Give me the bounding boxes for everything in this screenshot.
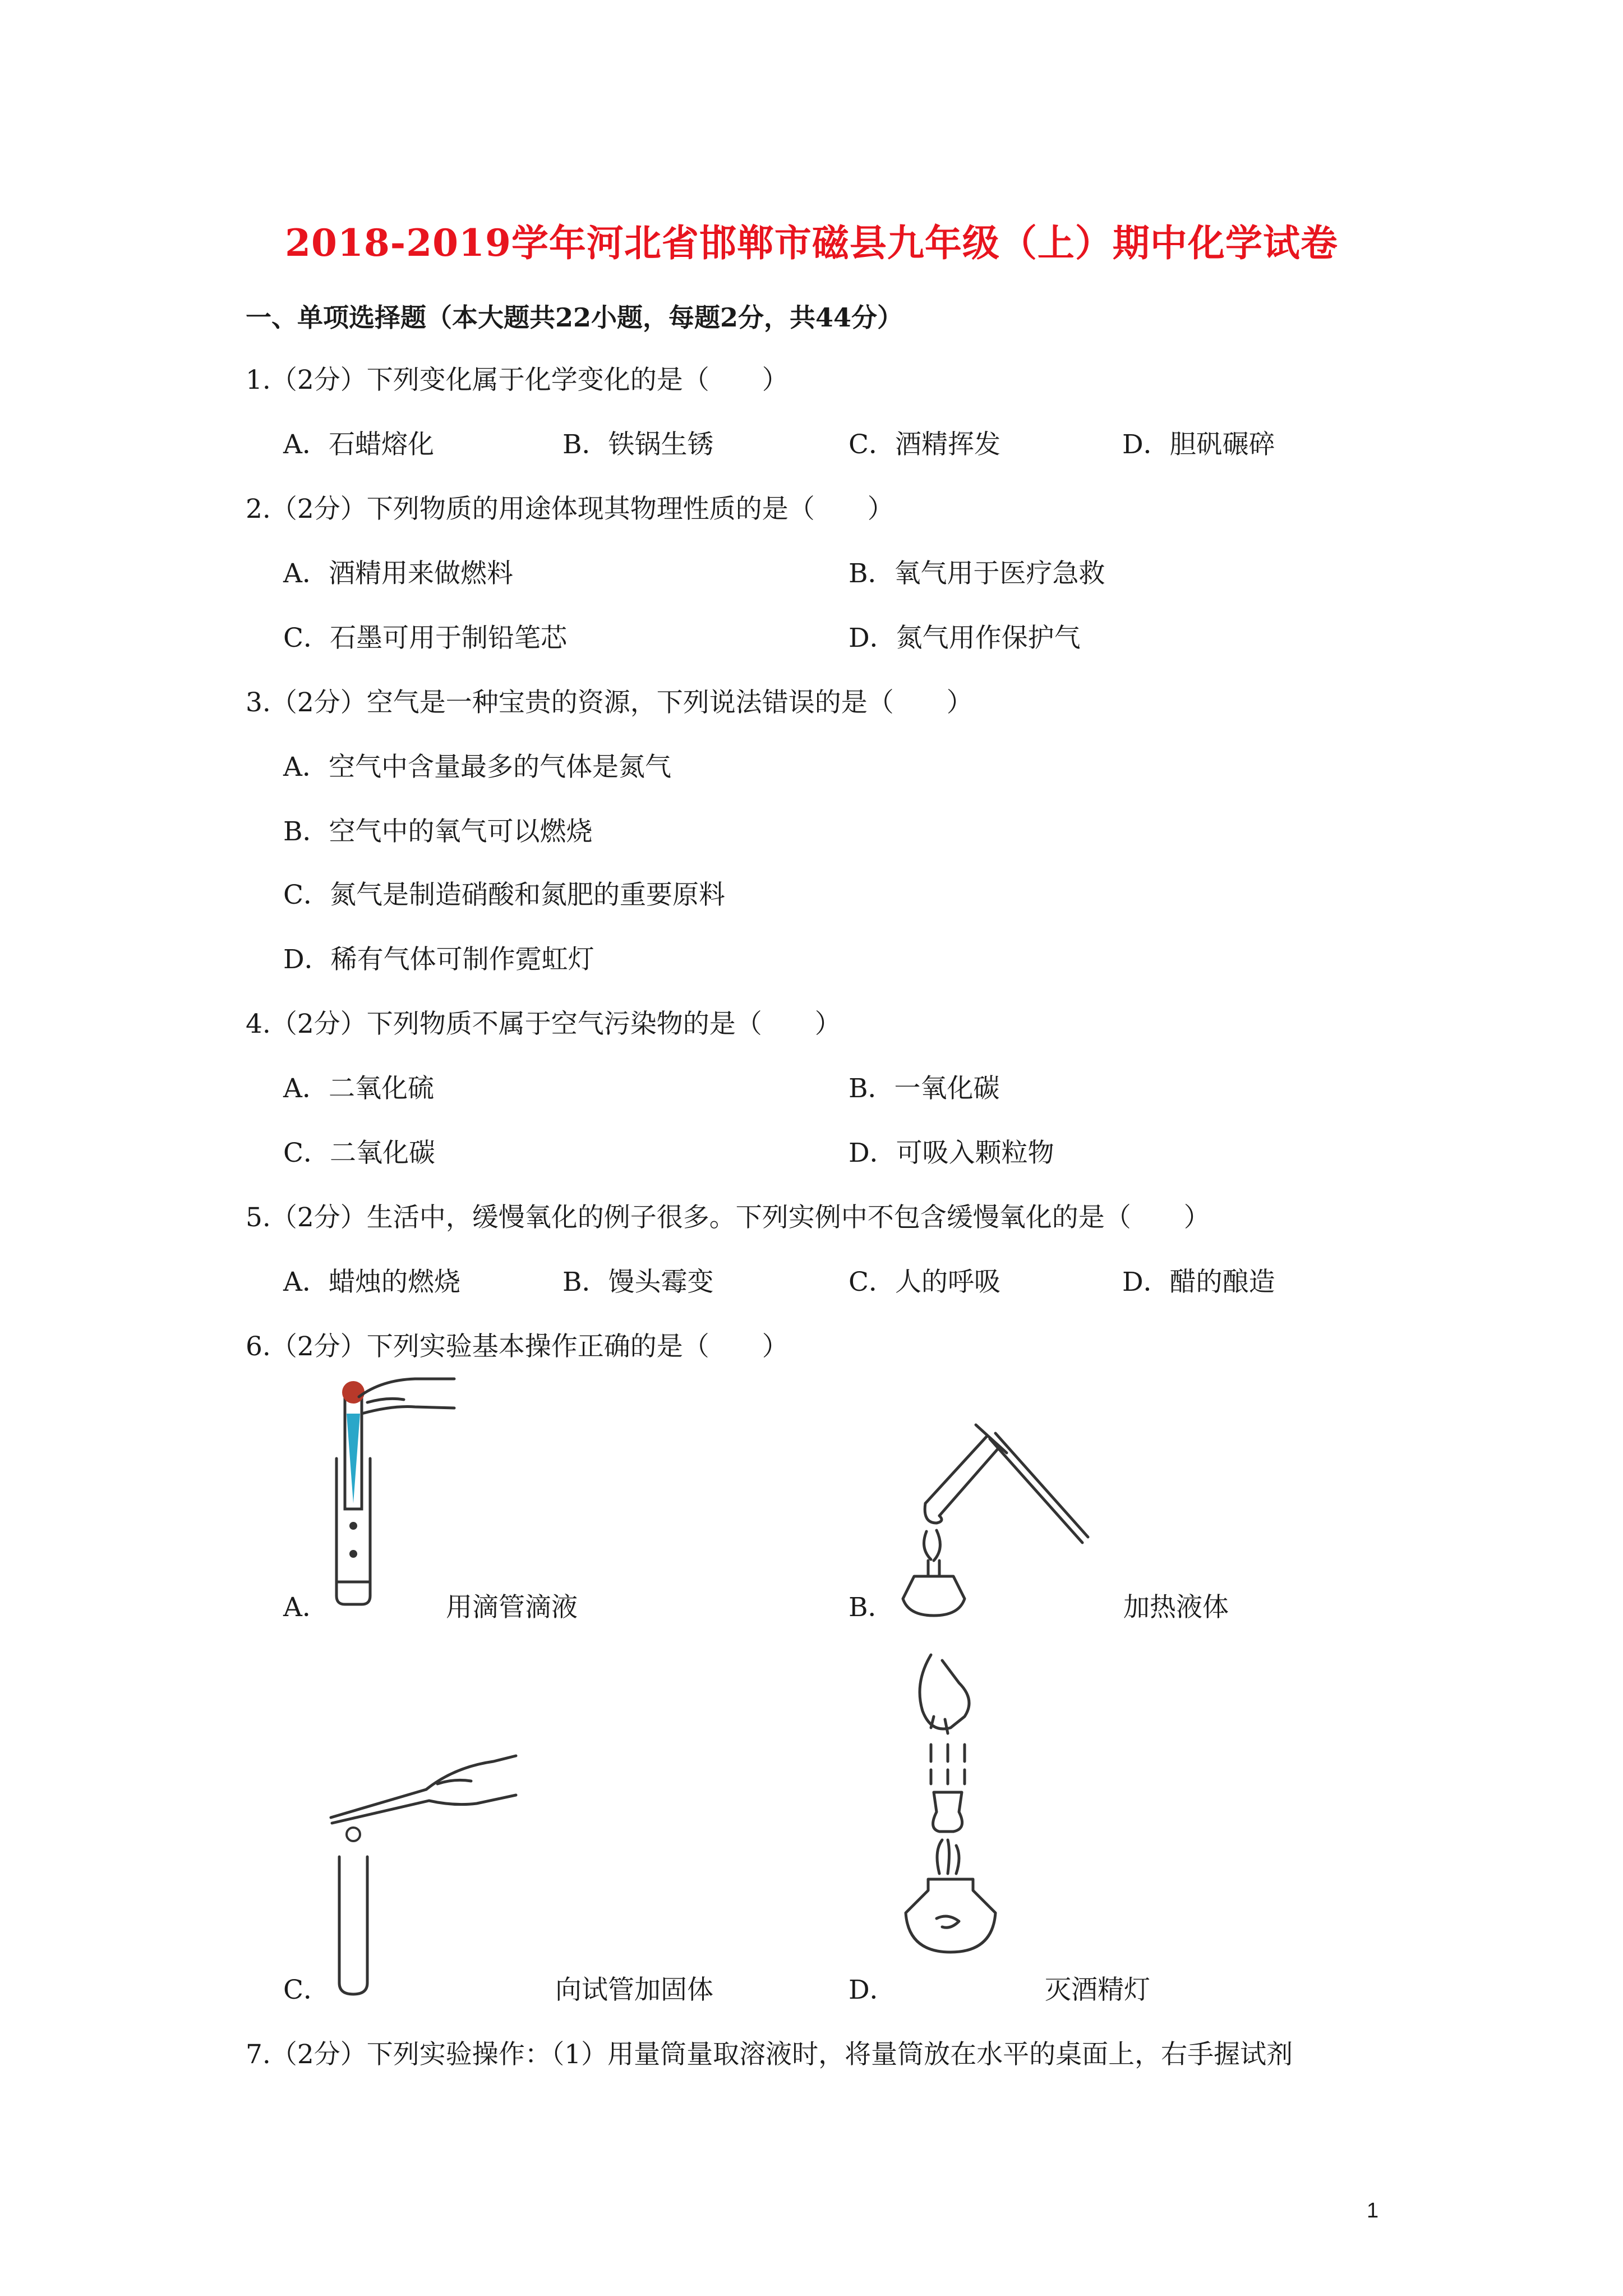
q4-option-d[interactable]: D．可吸入颗粒物 xyxy=(849,1138,1054,1168)
q5-option-d[interactable]: D．醋的酿造 xyxy=(1122,1267,1275,1297)
question-3-stem: 3.（2分）空气是一种宝贵的资源，下列说法错误的是（ ） xyxy=(246,687,973,718)
q6-option-d-caption: 灭酒精灯 xyxy=(1045,1975,1150,2005)
q1-option-b[interactable]: B．铁锅生锈 xyxy=(562,429,714,460)
q1-option-a[interactable]: A．石蜡熔化 xyxy=(283,429,434,460)
question-1-stem: 1.（2分）下列变化属于化学变化的是（ ） xyxy=(246,365,789,395)
adding-solid-figure xyxy=(325,1750,527,1997)
q2-option-c[interactable]: C．石墨可用于制铅笔芯 xyxy=(283,623,567,654)
question-4-stem: 4.（2分）下列物质不属于空气污染物的是（ ） xyxy=(246,1009,841,1039)
q1-option-d[interactable]: D．胆矾碾碎 xyxy=(1122,429,1275,460)
page-title: 2018-2019学年河北省邯郸市磁县九年级（上）期中化学试卷 xyxy=(285,221,1338,265)
q5-option-a[interactable]: A．蜡烛的燃烧 xyxy=(283,1267,460,1297)
q2-option-d[interactable]: D．氮气用作保护气 xyxy=(849,623,1081,654)
q4-option-a[interactable]: A．二氧化硫 xyxy=(283,1073,434,1104)
q5-option-b[interactable]: B．馒头霉变 xyxy=(562,1267,714,1297)
page-number: 1 xyxy=(1367,2199,1379,2223)
q3-option-b[interactable]: B．空气中的氧气可以燃烧 xyxy=(283,816,593,847)
q6-option-c-letter[interactable]: C． xyxy=(283,1975,330,2005)
q4-option-b[interactable]: B．一氧化碳 xyxy=(849,1073,1000,1104)
q6-option-b-caption: 加热液体 xyxy=(1123,1592,1229,1623)
q2-option-a[interactable]: A．酒精用来做燃料 xyxy=(283,558,513,589)
question-7-stem: 7.（2分）下列实验操作：（1）用量筒量取溶液时，将量筒放在水平的桌面上，右手握试剂 xyxy=(246,2039,1293,2070)
q1-option-c[interactable]: C．酒精挥发 xyxy=(849,429,1000,460)
q5-option-c[interactable]: C．人的呼吸 xyxy=(849,1267,1000,1297)
q3-option-c[interactable]: C．氮气是制造硝酸和氮肥的重要原料 xyxy=(283,880,725,910)
q6-option-a-caption: 用滴管滴液 xyxy=(446,1592,578,1623)
q6-option-a-letter[interactable]: A． xyxy=(283,1592,329,1623)
section-heading: 一、单项选择题（本大题共22小题，每题2分，共44分） xyxy=(246,302,903,333)
extinguish-lamp-figure xyxy=(897,1649,1009,1997)
q4-option-c[interactable]: C．二氧化碳 xyxy=(283,1138,435,1168)
question-6-stem: 6.（2分）下列实验基本操作正确的是（ ） xyxy=(246,1331,789,1362)
q3-option-a[interactable]: A．空气中含量最多的气体是氮气 xyxy=(283,752,671,783)
dropper-test-tube-figure xyxy=(314,1374,460,1610)
heating-liquid-figure xyxy=(892,1414,1094,1621)
q3-option-d[interactable]: D．稀有气体可制作霓虹灯 xyxy=(283,944,594,975)
q6-option-b-letter[interactable]: B． xyxy=(849,1592,895,1623)
question-5-stem: 5.（2分）生活中，缓慢氧化的例子很多。下列实例中不包含缓慢氧化的是（ ） xyxy=(246,1202,1210,1233)
question-2-stem: 2.（2分）下列物质的用途体现其物理性质的是（ ） xyxy=(246,494,894,524)
q2-option-b[interactable]: B．氧气用于医疗急救 xyxy=(849,558,1105,589)
q6-option-c-caption: 向试管加固体 xyxy=(555,1975,713,2005)
q6-option-d-letter[interactable]: D． xyxy=(849,1975,896,2005)
